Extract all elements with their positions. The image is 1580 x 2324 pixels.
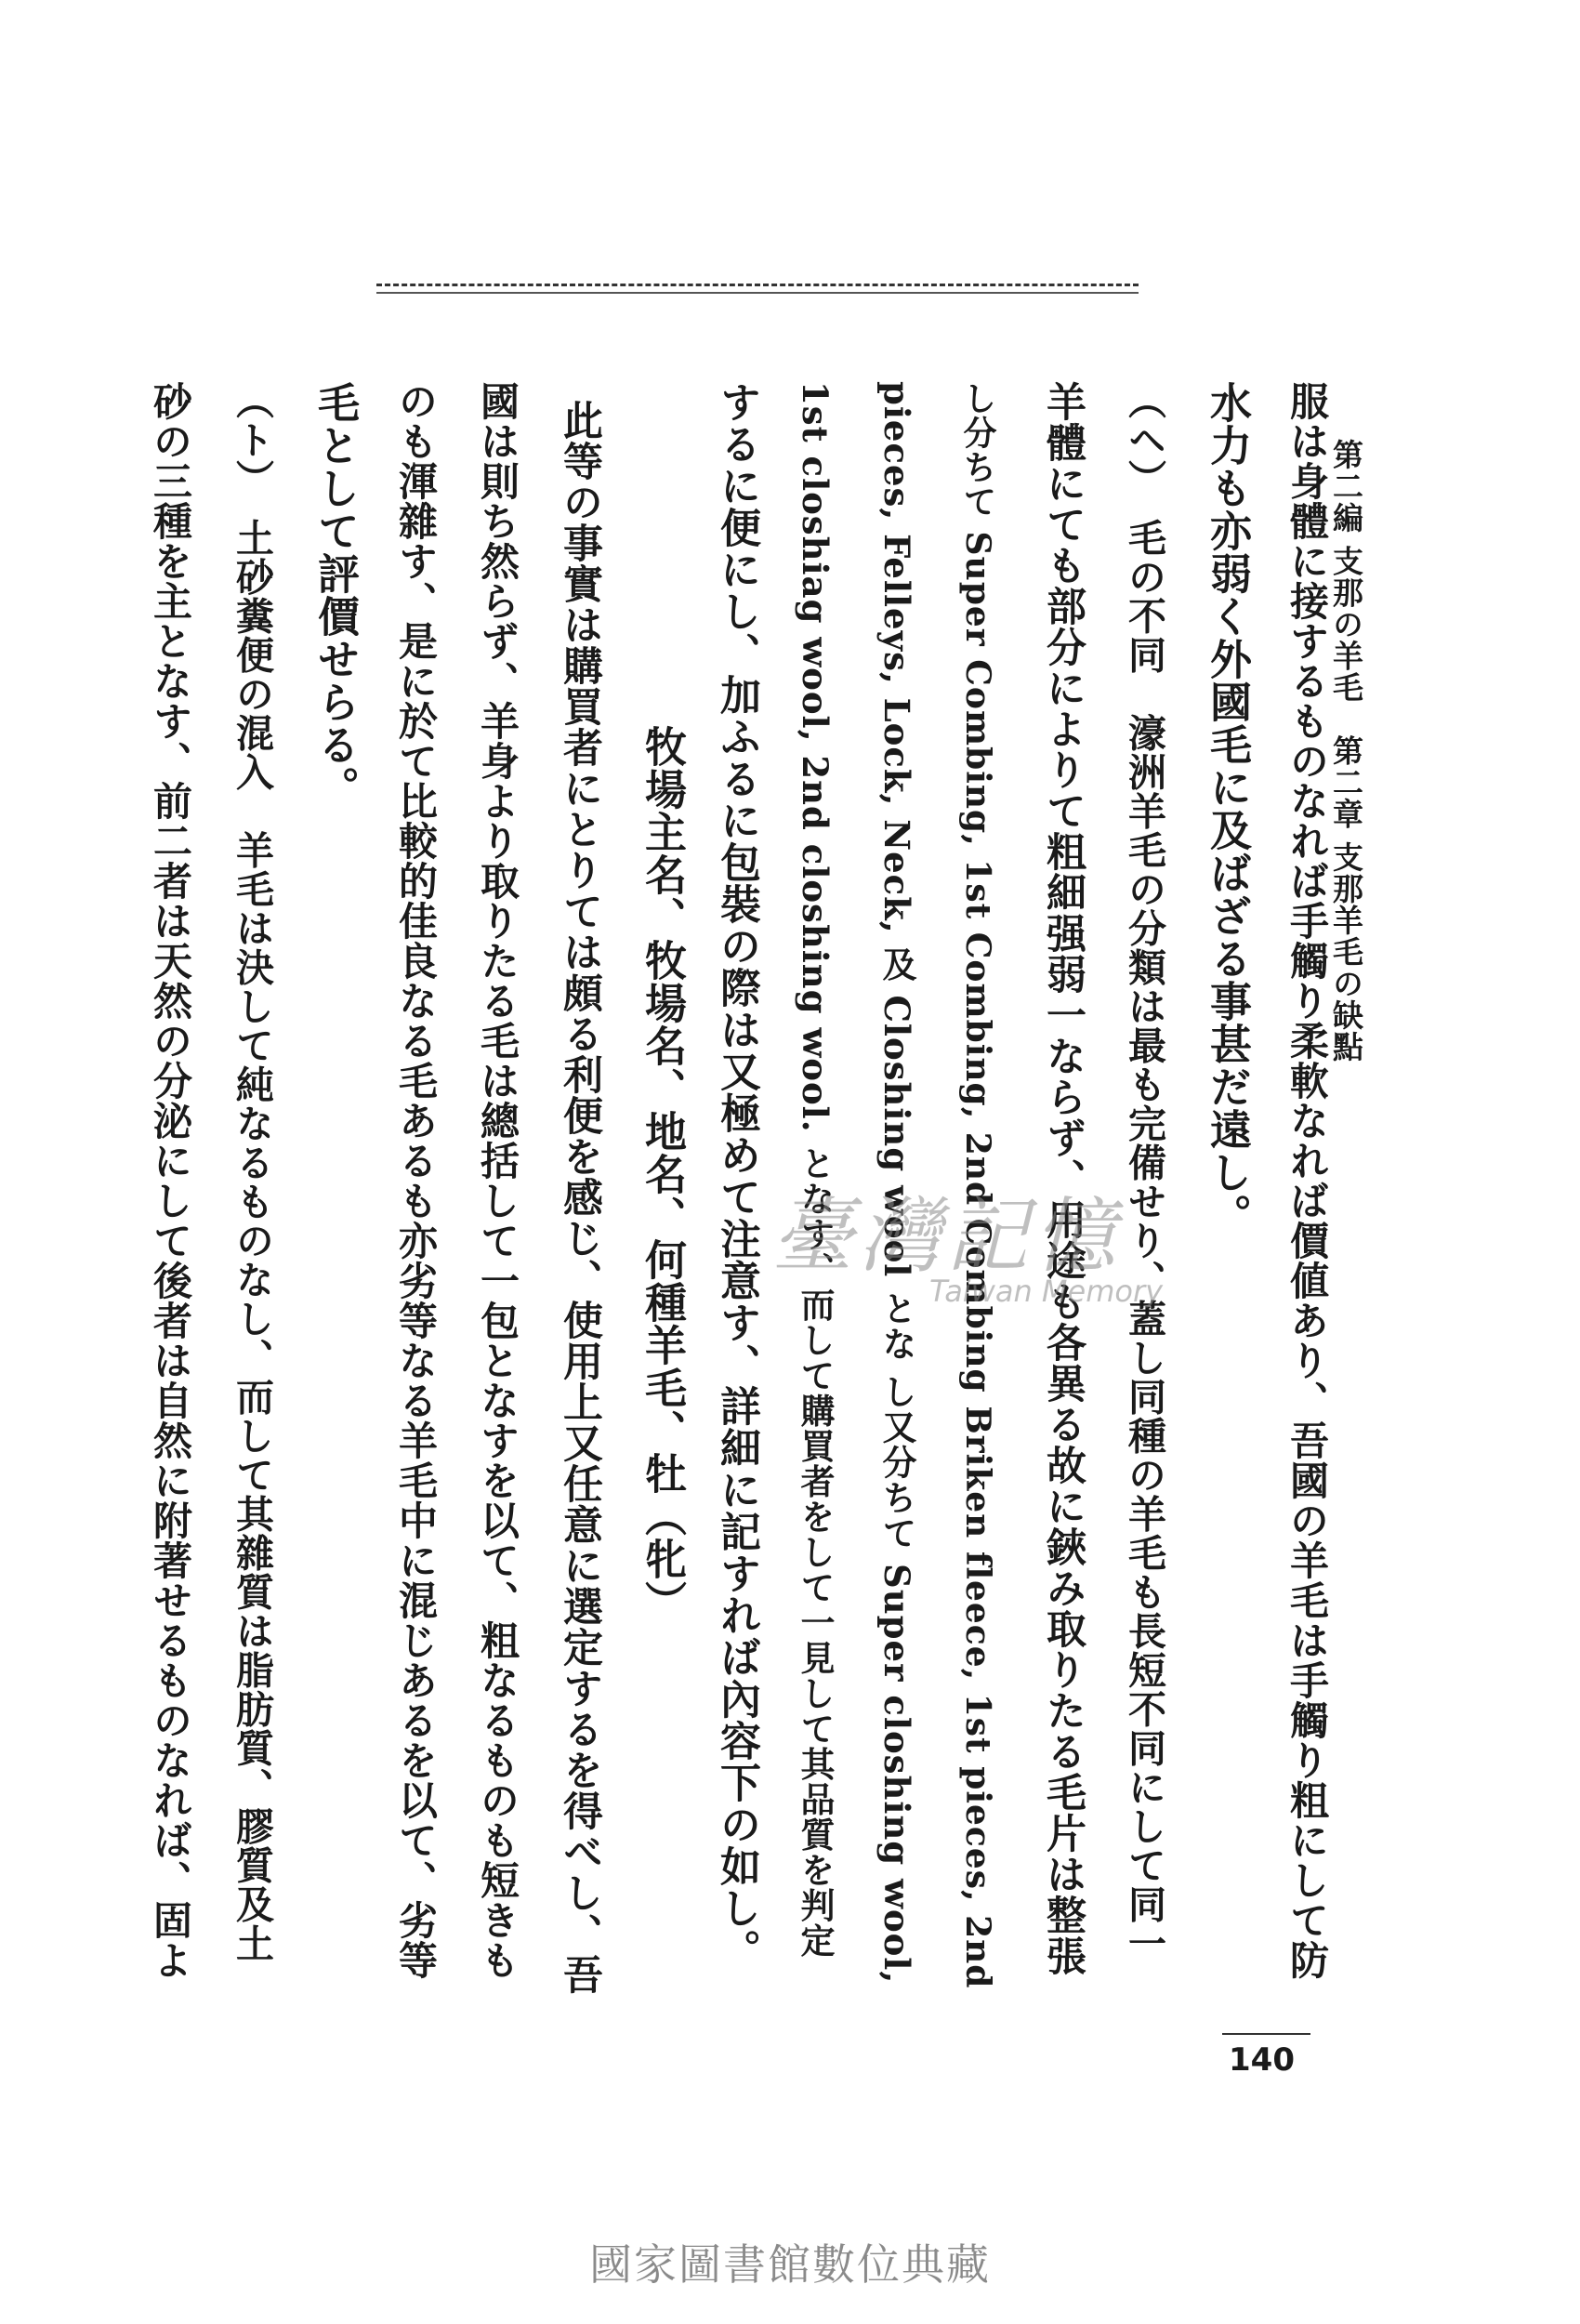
text-column: （ヘ） 毛の不同 濠洲羊毛の分類は最も完備せり、蓋し同種の羊毛も長短不同にして同一 (1122, 381, 1166, 1963)
text-column: 水力も亦弱く外國毛に及ばざる事甚だ遠し。 (1203, 381, 1252, 1236)
header-rule (376, 284, 1139, 294)
text-column: のも渾雜す、是に於て比較的佳良なる毛あるも亦劣等なる羊毛中に混じあるを以て、劣等 (393, 381, 439, 1980)
text-column: pieces, Felleys, Lock, Neck, 及 Closhing wool とな し又分ちて Super closhing wool, (876, 381, 917, 1985)
text-column: 1st closhiag wool, 2nd closhing wool. となす、而して購買者をして一見して其品質を判定 (795, 381, 836, 1959)
text-column: 此等の事實は購買者にとりては頗る利便を感じ、使用上又任意に選定するを得べし、吾 (557, 400, 603, 1995)
running-header: 第二編 支那の羊毛 第二章 支那羊毛の缺點 (1328, 439, 1364, 1063)
text-column: 牧場主名、牧場名、地名、何種羊毛、牡（牝） (638, 725, 687, 1623)
text-column: 砂の三種を主となす、前二者は天然の分泌にして後者は自然に附著せるものなれば、固よ (148, 381, 193, 1980)
text-column: するに便にし、加ふるに包裝の際は又極めて注意す、詳細に記すれば內容下の如し。 (713, 381, 760, 1971)
footer-credit: 國家圖書館數位典藏 (589, 2239, 991, 2290)
text-column: し分ちて Super Combing, 1st Combing, 2nd Combing Briken fleece, 1st pieces, 2nd (958, 381, 997, 1989)
page-number-rule (1222, 2033, 1310, 2035)
text-column: （ト） 土砂糞便の混入 羊毛は決して純なるものなし、而して其雜質は脂肪質、膠質及土 (230, 381, 274, 1963)
watermark-subtitle: Taiwan Memory (929, 1274, 1164, 1309)
text-column: 服は身體に接するものなれば手觸り柔軟なれば價値あり、吾國の羊毛は手觸り粗にして防 (1284, 381, 1330, 1980)
watermark-title: 臺灣記憶 (771, 1188, 1122, 1284)
text-column: 毛として評價せらる。 (310, 381, 360, 809)
text-column: 國は則ち然らず、羊身より取りたる毛は總括して一包となすを以て、粗なるものも短きも (475, 381, 520, 1980)
page-number: 140 (1229, 2041, 1295, 2079)
watermark (771, 1171, 1292, 1320)
text-column: 羊體にても部分によりて粗細强弱一ならず、用途も各異る故に鋏み取りたる毛片は整張 (1040, 381, 1086, 1976)
